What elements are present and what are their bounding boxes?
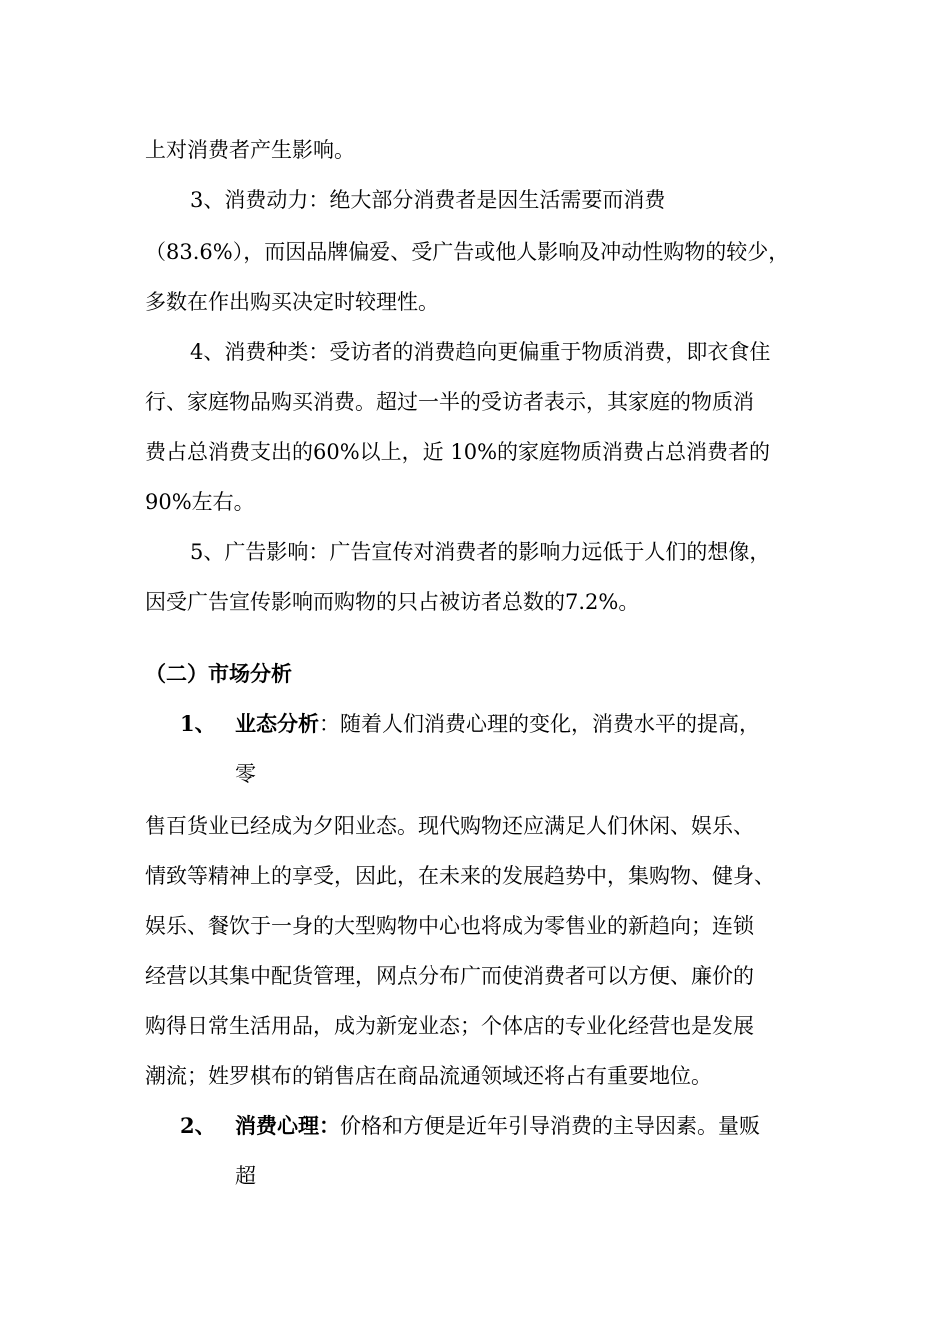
item4-line4: 90%左右。 [145,490,255,514]
section-heading: （二）市场分析 [145,661,292,686]
item4-line2: 行、家庭物品购买消费。超过一半的受访者表示，其家庭的物质消 [145,390,754,414]
item3-line3: 多数在作出购买决定时较理性。 [145,290,439,314]
item3-line2: （83.6%），而因品牌偏爱、受广告或他人影响及冲动性购物的较少， [145,240,790,264]
sub1-line: 购得日常生活用品，成为新宠业态；个体店的专业化经营也是发展 [145,1014,754,1038]
sub1-line: 潮流；姓罗棋布的销售店在商品流通领域还将占有重要地位。 [145,1064,712,1088]
sub1-line: 娱乐、餐饮于一身的大型购物中心也将成为零售业的新趋向；连锁 [145,914,754,938]
sub1-title: 业态分析 [235,711,319,736]
sub1-first-line-text: ：随着人们消费心理的变化，消费水平的提高， [319,712,760,736]
sub1-number: 1、 [180,711,216,736]
sub2-title: 消费心理： [235,1113,340,1138]
sub1-line: 情致等精神上的享受，因此，在未来的发展趋势中，集购物、健身、 [145,864,775,888]
sub1-line: 售百货业已经成为夕阳业态。现代购物还应满足人们休闲、娱乐、 [145,814,754,838]
sub1-wrap: 零 [235,762,256,786]
paragraph-continuation: 上对消费者产生影响。 [145,138,355,162]
item5-line2: 因受广告宣传影响而购物的只占被访者总数的7.2%。 [145,590,640,614]
sub2-first-line-text: 价格和方便是近年引导消费的主导因素。量贩 [340,1114,760,1138]
item4-line1: 4、消费种类：受访者的消费趋向更偏重于物质消费，即衣食住 [190,340,771,364]
sub2-first-line [235,1112,760,1140]
item3-line1: 3、消费动力：绝大部分消费者是因生活需要而消费 [190,188,666,212]
sub2-wrap: 超 [235,1164,256,1188]
item4-line3: 费占总消费支出的60%以上，近 10%的家庭物质消费占总消费者的 [145,440,771,464]
sub1-line: 经营以其集中配货管理，网点分布广而使消费者可以方便、廉价的 [145,964,754,988]
sub1-first-line [235,710,760,738]
item5-line1: 5、广告影响：广告宣传对消费者的影响力远低于人们的想像， [190,540,771,564]
sub2-number: 2、 [180,1113,216,1138]
